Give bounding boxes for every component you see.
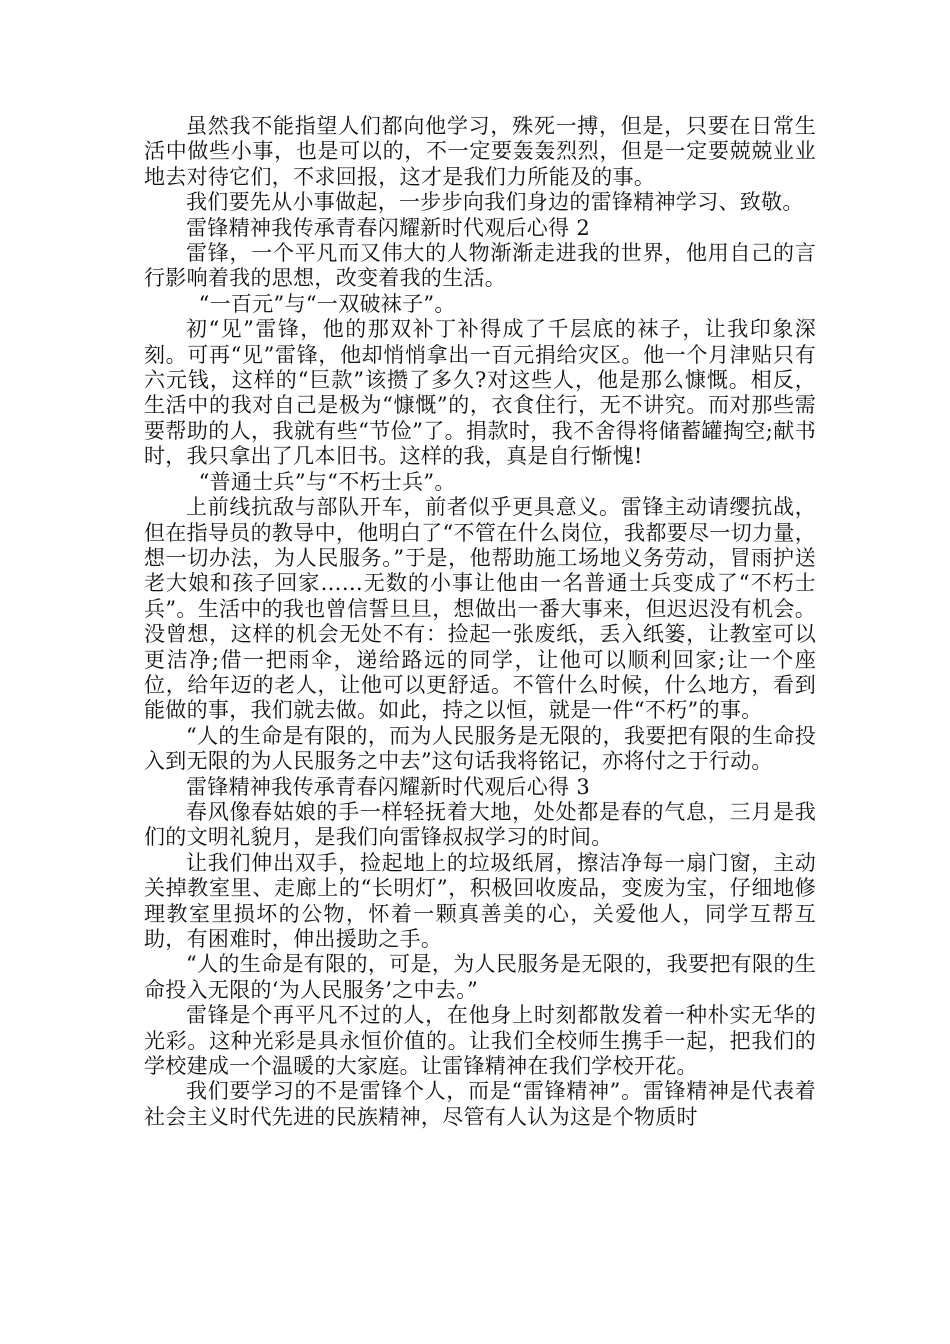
paragraph: 雷锋，一个平凡而又伟大的人物渐渐走进我的世界，他用自己的言行影响着我的思想，改变着我的生活。	[144, 241, 816, 291]
paragraph: 让我们伸出双手，捡起地上的垃圾纸屑，擦洁净每一扇门窗，主动关掉教室里、走廊上的“长明灯”，积极回收废品，变废为宝，仔细地修理教室里损坏的公物，怀着一颗真善美的心，关爱他人，同学互帮互助，有困难时，伸出援助之手。	[144, 850, 816, 951]
paragraph: 我们要学习的不是雷锋个人，而是“雷锋精神”。雷锋精神是代表着社会主义时代先进的民族精神，尽管有人认为这是个物质时	[144, 1079, 816, 1129]
paragraph: 春风像春姑娘的手一样轻抚着大地，处处都是春的气息，三月是我们的文明礼貌月，是我们向雷锋叔叔学习的时间。	[144, 799, 816, 850]
document-page	[144, 114, 816, 1130]
subheading-quote: “一百元”与“一双破袜子”。	[198, 291, 456, 316]
paragraph: “人的生命是有限的，而为人民服务是无限的，我要把有限的生命投入到无限的为人民服务之中去”这句话我将铭记，亦将付之于行动。	[144, 723, 816, 774]
paragraph: 我们要先从小事做起，一步步向我们身边的雷锋精神学习、致敬。	[186, 190, 804, 215]
paragraph: “人的生命是有限的，可是，为人民服务是无限的，我要把有限的生命投入无限的‘为人民服务’之中去。”	[144, 952, 816, 1002]
subheading-quote: “普通士兵”与“不朽士兵”。	[198, 469, 456, 494]
paragraph: 上前线抗敌与部队开车，前者似乎更具意义。雷锋主动请缨抗战，但在指导员的教导中，他明白了“不管在什么岗位，我都要尽一切力量，想一切办法，为人民服务。”于是，他帮助施工场地义务劳动，冒雨护送老大娘和孩子回家……无数的小事让他由一名普通士兵变成了“不朽士兵”。生活中的我也曾信誓旦旦，想做出一番大事来，但迟迟没有机会。没曾想，这样的机会无处不有：捡起一张废纸，丢入纸篓，让教室可以更洁净;借一把雨伞，递给路远的同学，让他可以顺利回家;让一个座位，给年迈的老人，让他可以更舒适。不管什么时候，什么地方，看到能做的事，我们就去做。如此，持之以恒，就是一件“不朽”的事。	[144, 495, 816, 723]
section-heading: 雷锋精神我传承青春闪耀新时代观后心得 2	[186, 215, 591, 240]
paragraph: 虽然我不能指望人们都向他学习，殊死一搏，但是，只要在日常生活中做些小事，也是可以的，不一定要轰轰烈烈，但是一定要兢兢业业地去对待它们，不求回报，这才是我们力所能及的事。	[144, 114, 816, 189]
section-heading: 雷锋精神我传承青春闪耀新时代观后心得 3	[186, 774, 591, 799]
paragraph: 初“见”雷锋，他的那双补丁补得成了千层底的袜子，让我印象深刻。可再“见”雷锋，他却悄悄拿出一百元捐给灾区。他一个月津贴只有六元钱，这样的“巨款”该攒了多久?对这些人，他是那么慷慨。相反，生活中的我对自己是极为“慷慨”的，衣食住行，无不讲究。而对那些需要帮助的人，我就有些“节俭”了。捐款时，我不舍得将储蓄罐掏空;献书时，我只拿出了几本旧书。这样的我，真是自行惭愧!	[144, 317, 816, 469]
paragraph: 雷锋是个再平凡不过的人，在他身上时刻都散发着一种朴实无华的光彩。这种光彩是具永恒价值的。让我们全校师生携手一起，把我们的学校建成一个温暖的大家庭。让雷锋精神在我们学校开花。	[144, 1003, 816, 1079]
